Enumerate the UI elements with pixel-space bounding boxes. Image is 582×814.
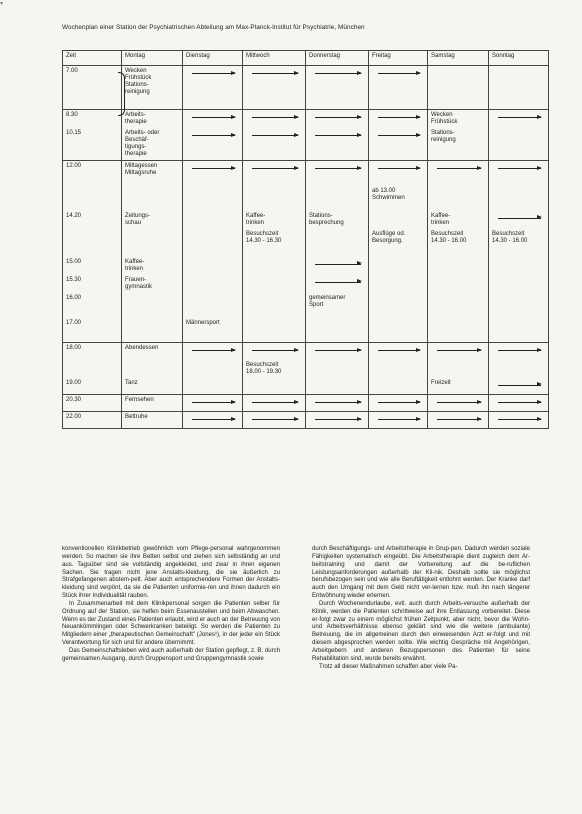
continue-arrow-cell [243,395,306,412]
continue-arrow-cell [243,161,306,186]
activity-cell [243,378,306,395]
continue-arrow-cell [489,378,549,395]
activity-cell [306,293,369,318]
paragraph: Das Gemeinschaftsleben wird auch außerhalb der Station gepflegt, z. B. durch gemeinsamen Ausgang, durch Gruppensport und Gruppengymnastik sowie [62,647,280,662]
continue-arrow-cell [369,395,428,412]
activity-cell [428,66,489,110]
activity-line: schau [125,219,142,226]
activity-cell [489,318,549,343]
weekly-schedule-table [62,50,549,429]
arrow-right-icon [492,163,545,173]
activity-cell [183,211,243,229]
table-row [63,343,549,360]
activity-line: Schwimmen [372,194,405,201]
time-cell: 7.00 [63,66,122,110]
time-cell: 12.00 [63,161,122,186]
activity-line: Besuchszeit [246,230,279,237]
activity-cell [122,257,183,275]
continue-arrow-cell [306,257,369,275]
arrow-right-icon [186,345,239,355]
activity-line: Kaffee- [431,212,451,219]
continue-arrow-cell [183,66,243,110]
continue-arrow-cell [369,343,428,360]
paragraph: Trotz all dieser Maßnahmen schaffen aber viele Pa- [319,663,458,670]
activity-line: Ausflüge od. [372,230,406,237]
arrow-right-icon [372,112,424,122]
arrow-right-icon [431,397,485,407]
activity-cell [306,186,369,211]
activity-line: Zeitungs- [125,212,151,219]
table-row [63,293,549,318]
activity-cell [428,186,489,211]
activity-cell [369,360,428,378]
activity-cell [489,257,549,275]
activity-cell [306,378,369,395]
continue-arrow-cell [243,412,306,429]
arrow-right-icon [492,397,545,407]
time-cell: 18.00 [63,343,122,360]
continue-arrow-cell [306,412,369,429]
arrow-right-icon [309,277,365,287]
continue-arrow-cell [183,343,243,360]
continue-arrow-cell [489,395,549,412]
time-cell: 14.20 [63,211,122,229]
continue-arrow-cell [306,66,369,110]
continue-arrow-cell [243,66,306,110]
activity-line: 18.00 - 19.30 [246,368,282,375]
column-header: Mittwoch [243,51,306,66]
table-row [63,378,549,395]
activity-line: Stations- [309,212,333,219]
activity-cell [183,186,243,211]
activity-cell [183,293,243,318]
time-cell [63,186,122,211]
table-row [63,412,549,429]
arrow-right-icon [309,414,365,424]
activity-line: ab 13.00 [372,187,396,194]
arrow-right-icon [309,397,365,407]
activity-cell [428,211,489,229]
activity-cell [306,229,369,257]
arrow-right-icon [492,112,545,122]
arrow-right-icon [372,163,424,173]
activity-line: Mittagsruhe [125,170,157,176]
activity-cell: Tanz [122,378,183,395]
arrow-right-icon [186,112,239,122]
activity-cell [183,360,243,378]
continue-arrow-cell [306,161,369,186]
table-row [63,128,549,161]
arrow-right-icon [372,68,424,78]
arrow-right-icon [309,259,365,269]
time-cell [63,229,122,257]
arrow-right-icon [309,163,365,173]
table-row [63,275,549,293]
arrow-right-icon [186,414,239,424]
activity-line: Arbeits- [125,112,146,118]
activity-cell [369,318,428,343]
time-cell: 15.30 [63,275,122,293]
activity-line: Stations- [431,130,455,136]
activity-cell [183,257,243,275]
arrow-right-icon [431,163,485,173]
paragraph: Durch Wochenendurlaube, evtl. auch durch Arbeits-versuche außerhalb der Klinik, werden die Patienten schrittweise auf ihre Entlassung vorbereitet. Diese er-folgt zwar zu einem möglichst frühen Zeitpunkt, aber nicht, bevor die Wohn- und Arbeitsverhältnisse ebenso geklärt sind wie die weitere (ambulante) Betreuung, die im allgemeinen durch den einweisenden Arzt er-folgt und mit diesem abgesprochen werden sollte. Wie wichtig Gespräche mit Angehörigen, Arbeitgebern und anderen Bezugspersonen des Patienten für seine Rehabilitation sind, wurde bereits erwähnt. [312,600,530,662]
activity-line: tigungs- [125,144,147,150]
activity-cell [428,275,489,293]
activity-line: Frühstück [125,75,152,81]
activity-cell [122,275,183,293]
table-row [63,229,549,257]
activity-line: gymnastik [125,283,153,290]
activity-cell [122,186,183,211]
continue-arrow-cell [183,128,243,161]
activity-cell [428,318,489,343]
continue-arrow-cell [306,110,369,129]
continue-arrow-cell [428,161,489,186]
arrow-right-icon [186,397,239,407]
column-header: Dienstag [183,51,243,66]
activity-cell [122,293,183,318]
activity-cell [243,211,306,229]
activity-line: 14.30 - 16.00 [431,237,467,244]
activity-line: trinken [246,219,265,226]
column-header: Donnerstag [306,51,369,66]
continue-arrow-cell [243,128,306,161]
activity-cell [489,66,549,110]
continue-arrow-cell [428,412,489,429]
activity-line: therapie [125,151,147,157]
arrow-right-icon [492,213,545,223]
table-row [63,66,549,110]
continue-arrow-cell [306,395,369,412]
activity-cell [489,186,549,211]
activity-cell [243,318,306,343]
activity-cell: Bettruhe [122,412,183,429]
activity-line: Arbeits- oder [125,130,160,136]
arrow-right-icon [186,68,239,78]
header-row [63,51,549,66]
time-cell: 8.30 [63,110,122,129]
activity-cell [489,360,549,378]
activity-cell [306,211,369,229]
continue-arrow-cell [306,343,369,360]
time-cell: 16.00 [63,293,122,318]
arrow-right-icon [372,414,424,424]
activity-cell [489,293,549,318]
time-cell: 15.00 [63,257,122,275]
activity-cell [183,229,243,257]
activity-cell: Abendessen [122,343,183,360]
activity-line: Wecken [125,68,147,74]
table-row [63,360,549,378]
activity-line: therapie [125,119,147,125]
arrow-right-icon [246,414,302,424]
time-cell: 22.00 [63,412,122,429]
activity-cell [428,257,489,275]
activity-cell [369,186,428,211]
activity-cell [428,110,489,129]
column-header: Zeit [63,51,122,66]
table-row [63,318,549,343]
activity-line: Stations- [125,82,149,88]
activity-cell: Fernsehen [122,395,183,412]
activity-line: Kaffee- [246,212,266,219]
column-header: Freitag [369,51,428,66]
time-cell: 19.00 [63,378,122,395]
activity-line: reinigung [125,89,150,95]
activity-cell [183,275,243,293]
activity-cell [428,128,489,161]
activity-cell [243,293,306,318]
activity-cell [489,128,549,161]
continue-arrow-cell [243,110,306,129]
arrow-right-icon [492,414,545,424]
corner-mark: ▾ [0,1,4,7]
continue-arrow-cell [243,343,306,360]
time-cell: 17.00 [63,318,122,343]
activity-line: Frühstück [431,119,458,125]
activity-line: Mittagessen [125,163,158,169]
table-row [63,161,549,186]
arrow-right-icon [372,130,424,140]
text-column-left [62,546,280,664]
arrow-right-icon [309,112,365,122]
arrow-right-icon [372,345,424,355]
continue-arrow-cell [489,161,549,186]
continue-arrow-cell [489,211,549,229]
arrow-right-icon [309,345,365,355]
activity-line: Besuchszeit [492,230,525,237]
activity-cell [122,66,183,110]
table-caption: Wochenplan einer Station der Psychiatrischen Abteilung am Max-Planck-Institut für Psychiatrie, München [62,24,365,31]
activity-line: Beschäf- [125,137,149,143]
time-cell [63,360,122,378]
activity-cell [369,211,428,229]
arrow-right-icon [309,68,365,78]
arrow-right-icon [431,414,485,424]
activity-cell [243,186,306,211]
continue-arrow-cell [489,343,549,360]
continue-arrow-cell [369,128,428,161]
text-column-right [312,546,530,672]
activity-cell [489,275,549,293]
activity-cell [369,293,428,318]
activity-cell [306,360,369,378]
arrow-right-icon [309,130,365,140]
activity-cell [183,378,243,395]
activity-line: Wecken [431,112,453,118]
table-row [63,186,549,211]
continue-arrow-cell [369,161,428,186]
continue-arrow-cell [369,110,428,129]
activity-cell [428,229,489,257]
arrow-right-icon [246,345,302,355]
arrow-right-icon [372,397,424,407]
arrow-right-icon [431,345,485,355]
activity-line: trinken [125,265,144,272]
activity-cell [428,360,489,378]
continue-arrow-cell [428,343,489,360]
activity-cell [369,378,428,395]
activity-line: 14.30 - 16.30 [246,237,282,244]
column-header: Montag [122,51,183,66]
activity-cell [122,161,183,186]
activity-cell [428,293,489,318]
arrow-right-icon [246,163,302,173]
table-row [63,257,549,275]
activity-cell [369,229,428,257]
activity-cell [243,360,306,378]
continue-arrow-cell [183,161,243,186]
activity-cell [243,257,306,275]
continue-arrow-cell [428,395,489,412]
activity-line: reinigung [431,137,456,143]
activity-line: Kaffee- [125,258,145,265]
table-row [63,211,549,229]
activity-cell: Männersport [183,318,243,343]
activity-line: Besuchszeit [431,230,464,237]
continue-arrow-cell [369,412,428,429]
column-header: Samstag [428,51,489,66]
continue-arrow-cell [306,275,369,293]
activity-cell [122,318,183,343]
continue-arrow-cell [489,412,549,429]
activity-cell [122,360,183,378]
table-row [63,110,549,129]
activity-cell [122,128,183,161]
arrow-right-icon [246,130,302,140]
arrow-right-icon [492,380,545,390]
arrow-right-icon [246,112,302,122]
continue-arrow-cell [306,128,369,161]
time-cell: 10.15 [63,128,122,161]
activity-line: 14.30 - 16.00 [492,237,528,244]
continue-arrow-cell [183,395,243,412]
paragraph: konventionellen Klinikbetrieb gewöhnlich vom Pflege-personal wahrgenommen werden. So machen sie ihre Betten selbst und ziehen sich selbständig an und aus. Tagsüber sind sie vollständig angekleidet, und zwar in ihren eigenen Sachen. Sie tragen nicht jene Anstalts-kleidung, die sie äußerlich zu Strafgefangenen abstem-pelt. Aber auch entsprechendere Formen der Anstalts-kleidung sind verpönt, da sie die Patienten uniformie-ren und ihnen dadurch ein Stück ihrer Individualität rauben. [62,546,280,600]
activity-line: Besorgung. [372,237,403,244]
arrow-right-icon [186,163,239,173]
activity-line: gemeinsamer [309,294,346,301]
activity-line: Sport [309,301,324,308]
activity-cell [369,275,428,293]
continue-arrow-cell [489,110,549,129]
activity-cell [489,229,549,257]
arrow-right-icon [246,68,302,78]
activity-cell [243,229,306,257]
arrow-right-icon [492,345,545,355]
column-header: Sonntag [489,51,549,66]
arrow-right-icon [186,130,239,140]
table-row [63,395,549,412]
activity-cell [243,275,306,293]
activity-cell: Freizeit [428,378,489,395]
activity-cell [369,257,428,275]
continue-arrow-cell [183,412,243,429]
activity-line: besprechung [309,219,344,226]
activity-line: trinken [431,219,450,226]
activity-line: Frauen- [125,276,147,283]
activity-line: Besuchszeit [246,361,279,368]
activity-cell [122,229,183,257]
activity-cell [306,318,369,343]
activity-cell [122,110,183,129]
continue-arrow-cell [369,66,428,110]
continue-arrow-cell [183,110,243,129]
time-cell: 20.30 [63,395,122,412]
morning-brace [118,72,125,116]
paragraph: In Zusammenarbeit mit dem Klinikpersonal sorgen die Patienten selber für Ordnung auf der Station, sie helfen beim Essenausteilen und beim Abwaschen. Wenn es der Zustand eines Patienten erlaubt, wird er auch an der Betreuung von Neuankömmlingen oder Schwerkranken beteiligt. So werden die Patienten zu Mitgliedern einer „therapeutischen Gemeinschaft" (Jones¹), in der jeder ein Stück Verantwortung für sich und für andere übernimmt. [62,600,280,647]
activity-cell [122,211,183,229]
paragraph: durch Beschäftigungs- und Arbeitstherapie in Grup-pen. Dadurch werden soziale Fähigkeiten systematisch eingeübt. Die Arbeitstherapie dient zugleich dem Ar-beitstraining und damit der Vorbereitung auf die be-ruflichen Leistungsanforderungen außerhalb der Kli-nik. Deshalb sollte sie möglichst berufsbezogen sein und wie alle Beruftätigkeit entlohnt werden. Der Kranke darf auch den Umgang mit dem Geld nicht ver-lernen bzw. muß ihn nach längerer Entwöhnung wieder erlernen. [312,546,530,600]
schedule-body [63,66,549,429]
arrow-right-icon [246,397,302,407]
